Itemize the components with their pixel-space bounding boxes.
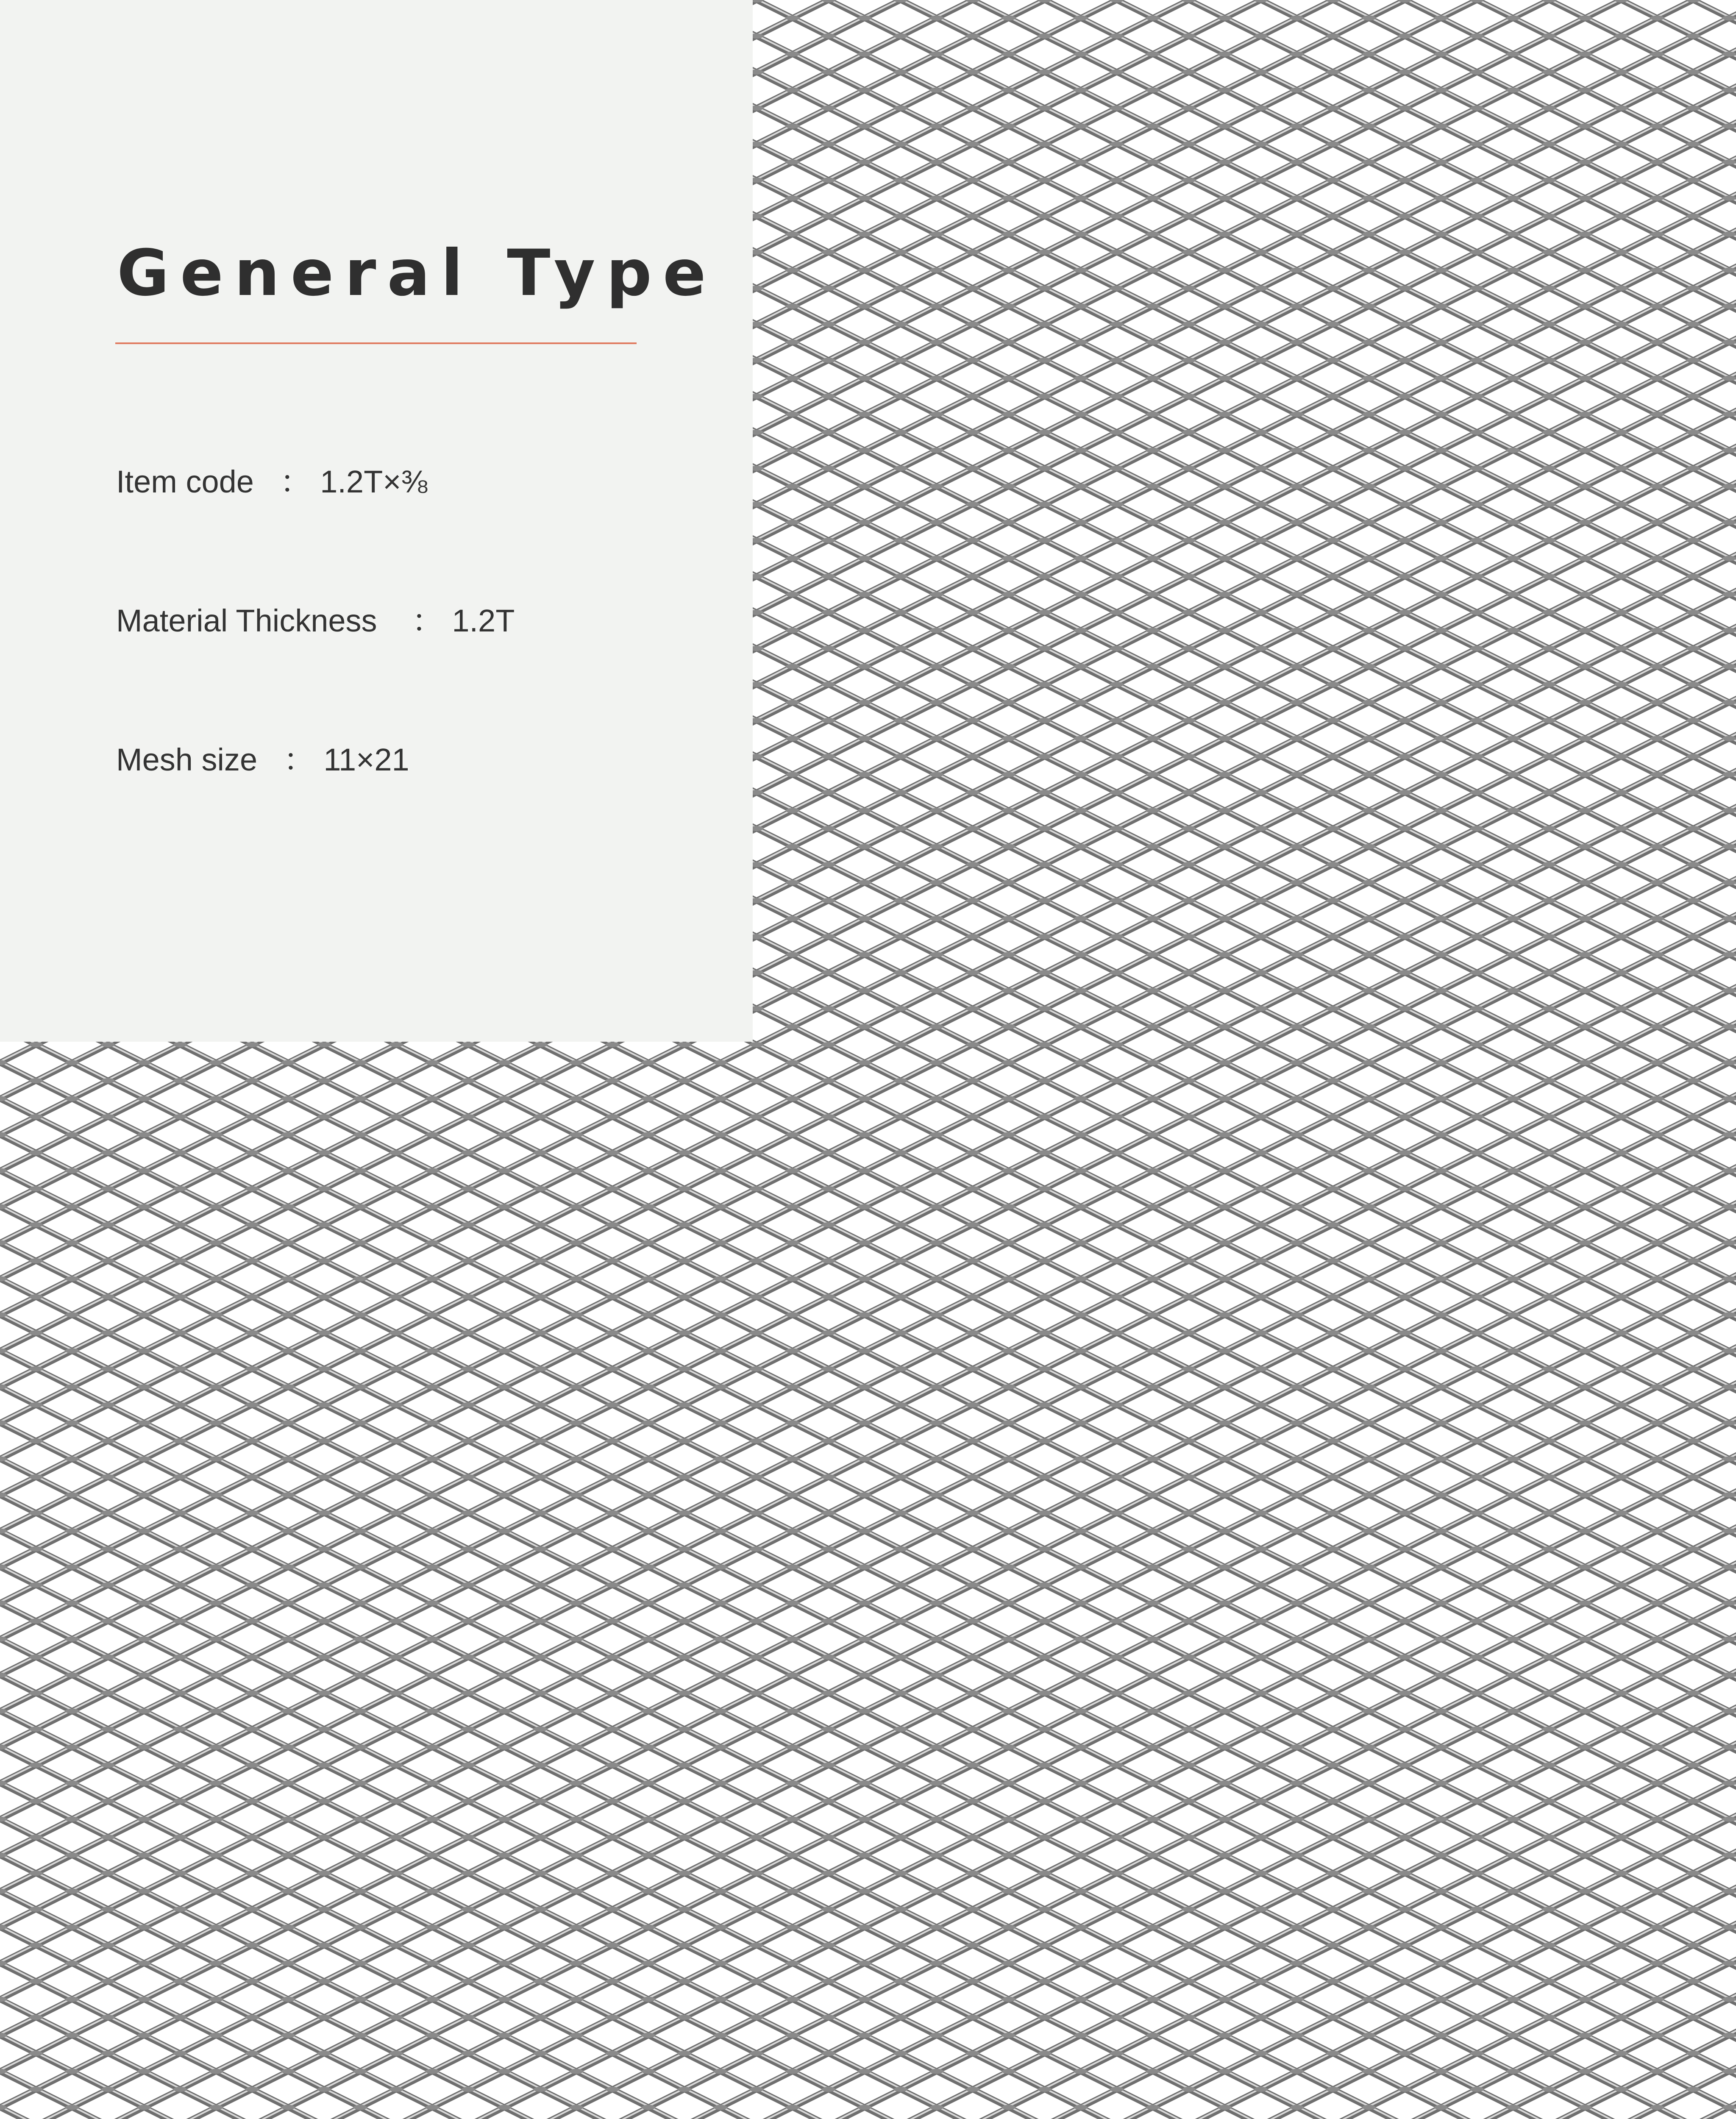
- material-thickness-value: 1.2T: [452, 603, 515, 638]
- material-thickness-label: Material Thickness: [116, 603, 377, 638]
- separator: ：: [266, 742, 315, 777]
- mesh-size-label: Mesh size: [116, 742, 258, 777]
- mesh-size-value: 11×21: [323, 742, 409, 777]
- spec-row-mesh-size: [116, 744, 409, 776]
- spec-row-item-code: [116, 466, 427, 498]
- title-underline: [115, 342, 637, 344]
- spec-panel: [0, 0, 753, 1042]
- separator: ：: [262, 464, 312, 499]
- separator: ：: [386, 603, 443, 638]
- page-title: General Type: [117, 236, 717, 310]
- spec-row-material-thickness: [116, 605, 515, 637]
- item-code-label: Item code: [116, 464, 254, 499]
- item-code-value: 1.2T×⅜: [320, 464, 428, 499]
